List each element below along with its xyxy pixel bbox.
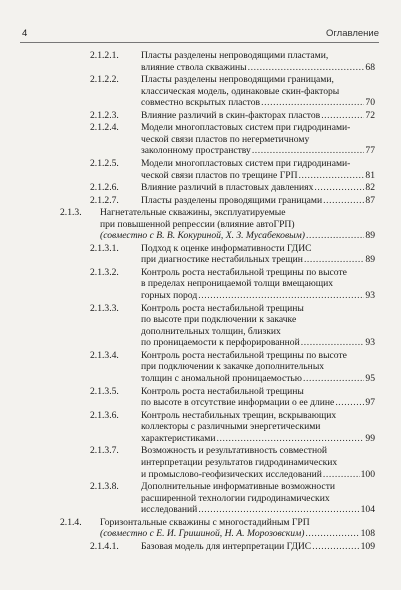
toc-entry-text: по проницаемости к перфорированной [141, 337, 300, 349]
toc-entry-number: 2.1.4.1. [90, 540, 119, 552]
toc-entry-line [141, 397, 375, 409]
toc-entry-text: при подключении к закачке дополнительных [141, 361, 325, 373]
toc-entry-text: Контроль роста нестабильной трещины [141, 302, 304, 314]
toc-entry-text: Модели многопластовых систем при гидродинами- [141, 158, 351, 169]
toc-entry-text: исследований [141, 504, 198, 516]
toc-entry[interactable] [0, 50, 401, 73]
toc-entry-text: и промыслово-геофизических исследований [141, 468, 322, 480]
dot-leader [216, 433, 364, 445]
toc-page-number: 87 [365, 194, 375, 206]
toc-entry-line [141, 469, 375, 481]
toc-entry-number: 2.1.2.6. [90, 182, 119, 194]
toc-page-number: 95 [365, 373, 375, 385]
dot-leader [312, 541, 359, 553]
dot-leader [305, 528, 359, 540]
toc-entry-text: Пласты разделены проводящими границами [141, 194, 323, 206]
toc-entry[interactable] [0, 445, 401, 480]
dot-leader [335, 397, 364, 409]
toc-entry-text: Базовая модель для интерпретации ГДИС [141, 540, 312, 552]
toc-entry-number: 2.1.3.5. [90, 385, 119, 397]
toc-entry[interactable] [0, 541, 401, 553]
toc-entry-text: дополнительных толщин, близких [141, 325, 281, 337]
dot-leader [261, 97, 364, 109]
toc-entry-text: при повышенной репрессии (влияние автоГРП) [100, 218, 295, 230]
toc-entry-text: Нагнетательные скважины, эксплуатируемые [100, 207, 286, 219]
dot-leader [299, 170, 365, 182]
toc-entry-line [141, 541, 375, 553]
dot-leader [306, 230, 364, 242]
toc-entry-number: 2.1.3.7. [90, 445, 119, 457]
toc-page-number: 109 [360, 540, 375, 552]
toc-entry[interactable] [0, 410, 401, 445]
toc-page-number: 72 [365, 109, 375, 121]
toc-entry-text: Пласты разделены непроводящими пластами, [141, 50, 329, 61]
toc-entry-text: Горизонтальные скважины с многостадийным ГРП [100, 516, 310, 528]
toc-entry-text: Пласты разделены непроводящими границами, [141, 74, 334, 86]
toc-entry-line [141, 254, 375, 266]
toc-entry-line [141, 170, 375, 182]
toc-entry-line [141, 195, 375, 207]
toc-page-number: 104 [360, 504, 375, 516]
dot-leader [303, 373, 364, 385]
toc-page-number: 68 [365, 61, 375, 73]
toc-entry-number: 2.1.3.8. [90, 481, 119, 493]
toc-entry-text: интерпретации результатов гидродинамических [141, 456, 338, 468]
dot-leader [323, 469, 360, 481]
toc-entry-text: Дополнительные информативные возможности [141, 481, 336, 493]
page-header [20, 26, 379, 43]
toc-page-number: 77 [365, 145, 375, 157]
toc-entry-text: Влияние различий в скин-факторах пластов [141, 109, 321, 121]
toc-entry-number: 2.1.4. [60, 516, 82, 528]
toc-entry-text: заколонному пространству [141, 145, 251, 157]
toc-page-number: 93 [365, 337, 375, 349]
dot-leader [323, 195, 364, 207]
toc-entry-text: (совместно с Е. И. Гришиной, Н. А. Морозовским) [100, 528, 305, 540]
running-title: Оглавление [326, 28, 379, 39]
dot-leader [314, 182, 364, 194]
toc-entry-text: по высоте при подключении к закачке [141, 314, 297, 326]
toc-entry-text: Контроль нестабильных трещин, вскрывающих [141, 409, 337, 421]
toc-entry[interactable] [0, 243, 401, 266]
toc-entry-text: коллекторы с различными энергетическими [141, 421, 321, 433]
toc-entry-text: классическая модель, одинаковые скин-факторы [141, 85, 340, 97]
toc-entry-text: Возможность и результативность совместной [141, 445, 328, 457]
toc-page-number: 81 [365, 169, 375, 181]
toc-entry[interactable] [0, 195, 401, 207]
toc-entry-number: 2.1.2.3. [90, 109, 119, 121]
toc-entry-line [141, 337, 375, 349]
toc-entry[interactable] [0, 350, 401, 385]
dot-leader [198, 504, 359, 516]
dot-leader [198, 290, 364, 302]
toc-entry[interactable] [0, 481, 401, 516]
toc-entry-number: 2.1.2.4. [90, 122, 119, 134]
toc-entry-line [141, 433, 375, 445]
toc-page-number: 89 [365, 230, 375, 242]
toc-page-number: 100 [360, 468, 375, 480]
toc-page-number: 93 [365, 290, 375, 302]
toc-entry-number: 2.1.3.4. [90, 349, 119, 361]
toc-entry[interactable] [0, 158, 401, 181]
toc-entry-line [141, 373, 375, 385]
page-number: 4 [22, 28, 28, 39]
toc-entry-text: ческой связи пластов по негерметичному [141, 133, 310, 145]
toc-entry[interactable] [0, 207, 401, 242]
toc-entry-line [141, 182, 375, 194]
toc-entry-text: Подход к оценке информативности ГДИС [141, 242, 312, 254]
toc-entry[interactable] [0, 267, 401, 302]
toc-entry[interactable] [0, 74, 401, 109]
toc-entry-text: (совместно с В. В. Кокуриной, Х. З. Мусабековым) [100, 230, 305, 242]
toc-page-number: 70 [365, 97, 375, 109]
toc-entry-line [141, 97, 375, 109]
toc-entry[interactable] [0, 517, 401, 540]
toc-entry-text: Влияние различий в пластовых давлениях [141, 182, 314, 194]
dot-leader [252, 145, 365, 157]
toc-entry-text: Модели многопластовых систем при гидродинами- [141, 122, 351, 134]
toc-entry[interactable] [0, 303, 401, 349]
toc-entry-line [100, 230, 375, 242]
toc-entry-number: 2.1.2.1. [90, 50, 119, 61]
toc-entry-number: 2.1.3. [60, 207, 82, 219]
toc-entry-number: 2.1.2.5. [90, 158, 119, 169]
toc-entry[interactable] [0, 122, 401, 157]
toc-page-number: 108 [360, 528, 375, 540]
toc-entry-text: расширенной технологии гидродинамических [141, 492, 330, 504]
toc-entry[interactable] [0, 110, 401, 122]
dot-leader [248, 62, 365, 74]
toc-entry-number: 2.1.3.3. [90, 302, 119, 314]
toc-entry-text: совместно вскрытых пластов [141, 97, 261, 109]
toc-entry-text: по высоте в отсутствие информации о ее длине [141, 397, 335, 409]
toc-entry-number: 2.1.2.2. [90, 74, 119, 86]
toc-entry-line [141, 62, 375, 74]
toc-entry-text: горных пород [141, 290, 198, 302]
toc-entry-text: Контроль роста нестабильной трещины по высоте [141, 266, 347, 278]
dot-leader [301, 337, 365, 349]
toc-entry-text: влияние ствола скважины [141, 61, 247, 73]
toc-entry-text: Контроль роста нестабильной трещины по высоте [141, 349, 347, 361]
toc-entry-line [141, 145, 375, 157]
toc-entry[interactable] [0, 386, 401, 409]
toc-entry-text: при диагностике нестабильных трещин [141, 254, 303, 266]
toc-entry-text: в пределах непроницаемой толщи вмещающих [141, 278, 334, 290]
toc-entry-text: ческой связи пластов по трещине ГРП [141, 169, 298, 181]
toc-entry-number: 2.1.3.2. [90, 266, 119, 278]
toc-entry-text: характеристиками [141, 432, 216, 444]
toc-entry-line [100, 528, 375, 540]
toc-entry-number: 2.1.2.7. [90, 194, 119, 206]
toc-entry-line [141, 290, 375, 302]
toc-page-number: 99 [365, 432, 375, 444]
toc-page-number: 82 [365, 182, 375, 194]
toc-page-number: 89 [365, 254, 375, 266]
toc-entry-text: толщин с аномальной проницаемостью [141, 373, 302, 385]
toc-entry-text: Контроль роста нестабильной трещины [141, 385, 304, 397]
toc-entry-number: 2.1.3.6. [90, 409, 119, 421]
toc-entry-line [141, 504, 375, 516]
toc-entry-number: 2.1.3.1. [90, 242, 119, 254]
toc-entry[interactable] [0, 182, 401, 194]
toc-page-number: 97 [365, 397, 375, 409]
toc-entry-line [141, 110, 375, 122]
dot-leader [304, 254, 364, 266]
dot-leader [321, 110, 364, 122]
